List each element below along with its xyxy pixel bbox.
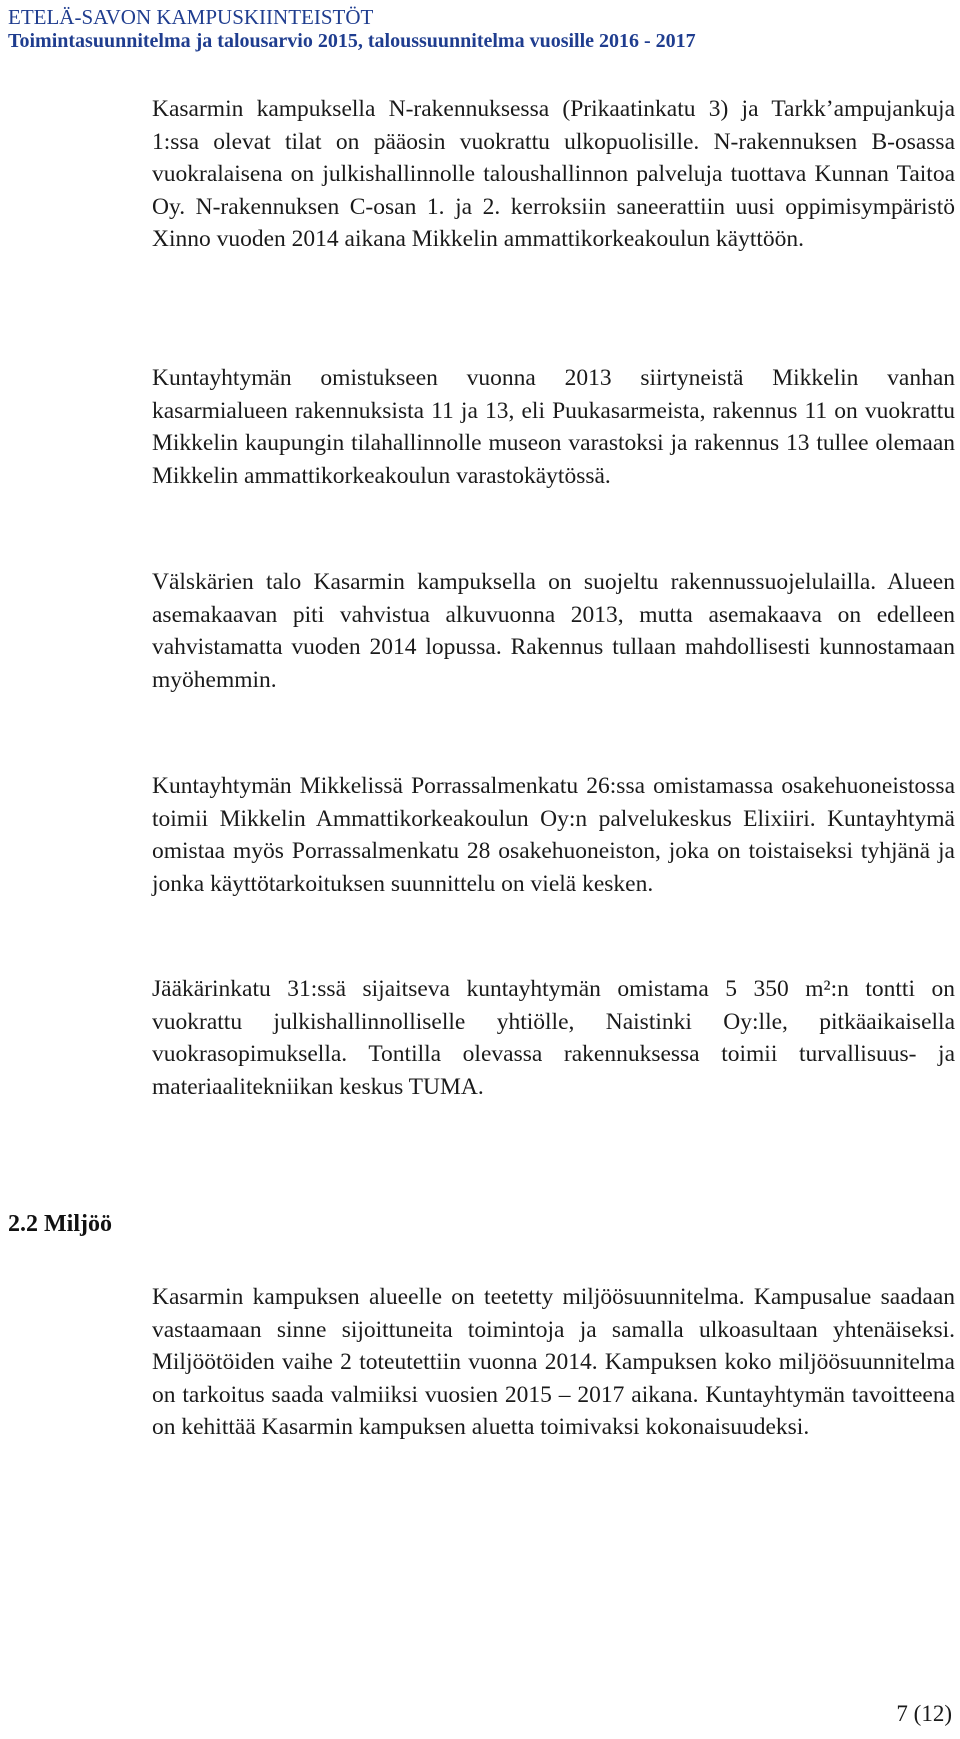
page-number: 7 (12)	[896, 1701, 952, 1726]
paragraph-porrassalmenkatu: Kuntayhtymän Mikkelissä Porrassalmenkatu 26:ssa omistamassa osakehuoneistossa toimii Mikkelin Ammattikorkeakoulun Oy:n palvelukeskus Elixiiri. Kuntayhtymä omistaa myös Porrassalmenkatu 28 osakehuoneiston, joka on toistaiseksi tyhjänä ja jonka käyttötarkoituksen suunnittelu on vielä kesken.	[152, 773, 955, 897]
organization-name: ETELÄ-SAVON KAMPUSKIINTEISTÖT	[8, 5, 374, 29]
section-heading-miljoo: 2.2 Miljöö	[8, 1211, 112, 1237]
paragraph-jaakarinkatu: Jääkärinkatu 31:ssä sijaitseva kuntayhtymän omistama 5 350 m²:n tontti on vuokrattu julkishallinnolliselle yhtiölle, Naistinki Oy:lle, pitkäaikaisella vuokrasopimuksella. Tontilla olevassa rakennuksessa toimii turvallisuus- ja materiaalitekniikan keskus TUMA.	[152, 976, 955, 1100]
page-header	[8, 5, 948, 53]
document-title: Toimintasuunnitelma ja talousarvio 2015, taloussuunnitelma vuosille 2016 - 2017	[8, 30, 696, 52]
paragraph-puukasarmit: Kuntayhtymän omistukseen vuonna 2013 siirtyneistä Mikkelin vanhan kasarmialueen rakennuksista 11 ja 13, eli Puukasarmeista, rakennus 11 on vuokrattu Mikkelin kaupungin tilahallinnolle museon varastoksi ja rakennus 13 tullee olemaan Mikkelin ammattikorkeakoulun varastokäytössä.	[152, 365, 955, 489]
paragraph-miljoo: Kasarmin kampuksen alueelle on teetetty miljöösuunnitelma. Kampusalue saadaan vastaamaan sinne sijoittuneita toimintoja ja samalla ulkoasultaan yhtenäiseksi. Miljöötöiden vaihe 2 toteutettiin vuonna 2014. Kampuksen koko miljöösuunnitelma on tarkoitus saada valmiiksi vuosien 2015 – 2017 aikana. Kuntayhtymän tavoitteena on kehittää Kasarmin kampuksen aluetta toimivaksi kokonaisuudeksi.	[152, 1284, 955, 1441]
paragraph-n-building: Kasarmin kampuksella N-rakennuksessa (Prikaatinkatu 3) ja Tarkk’ampujankuja 1:ssa olevat tilat on pääosin vuokrattu ulkopuolisille. N-rakennuksen B-osassa vuokralaisena on julkishallinnolle taloushallinnon palveluja tuottava Kunnan Taitoa Oy. N-rakennuksen C-osan 1. ja 2. kerroksiin saneerattiin uusi oppimisympäristö Xinno vuoden 2014 aikana Mikkelin ammattikorkeakoulun käyttöön.	[152, 96, 955, 253]
paragraph-valskarien-talo: Välskärien talo Kasarmin kampuksella on suojeltu rakennussuojelulailla. Alueen asemakaavan piti vahvistua alkuvuonna 2013, mutta asemakaava on edelleen vahvistamatta vuoden 2014 lopussa. Rakennus tullaan mahdollisesti kunnostamaan myöhemmin.	[152, 569, 955, 693]
